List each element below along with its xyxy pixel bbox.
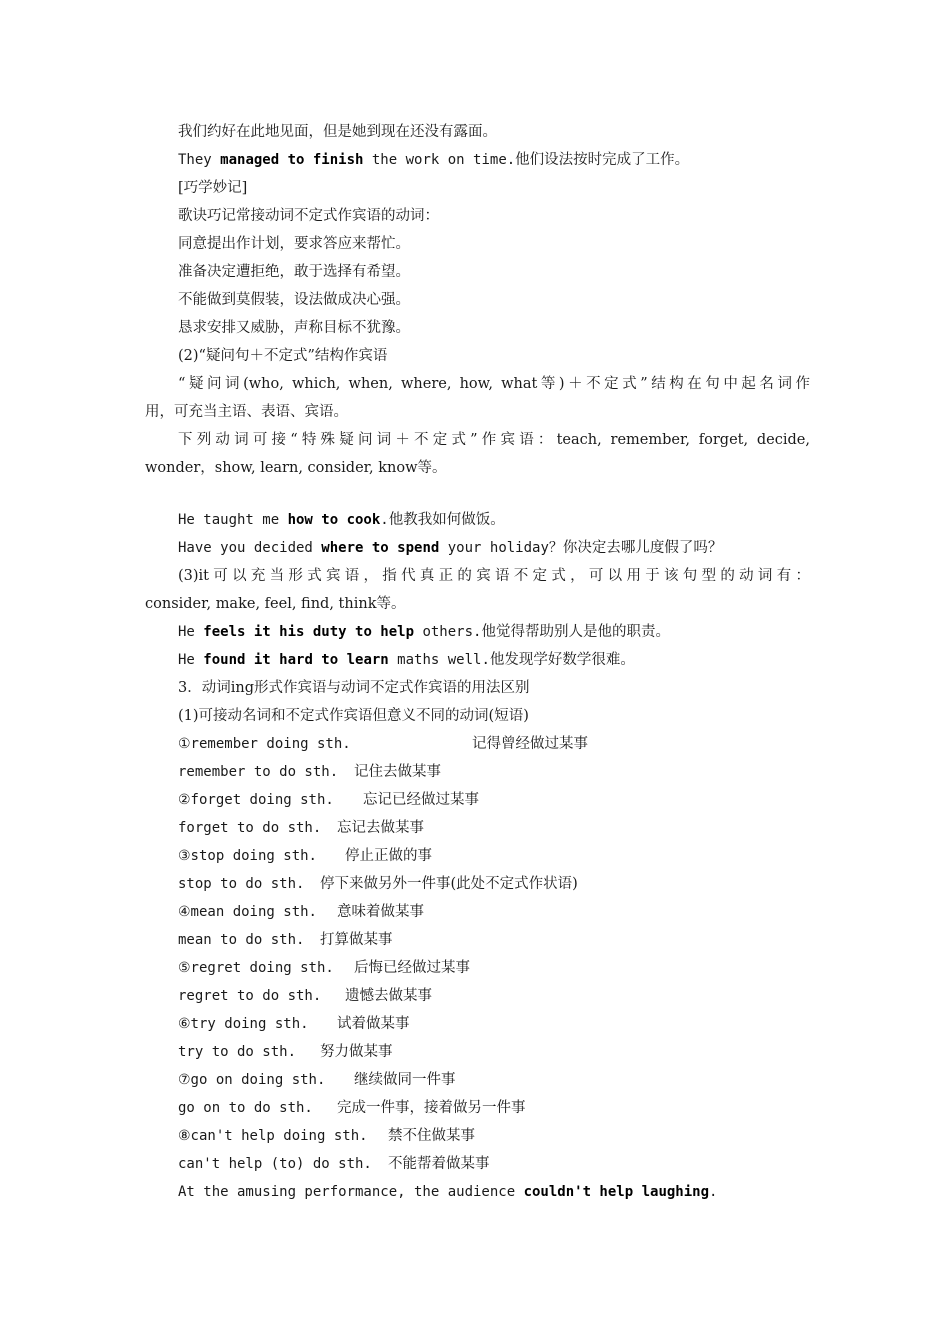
translation: 他觉得帮助别人是他的职责。 [481, 624, 670, 640]
usage-item [178, 758, 810, 786]
translation: 你决定去哪儿度假了吗？ [562, 540, 723, 556]
usage-meaning: 完成一件事，接着做另一件事 [337, 1100, 526, 1116]
usage-phrase: ⑥try doing sth. [178, 1016, 309, 1032]
subsection-heading [178, 562, 810, 590]
usage-phrase: ⑦go on doing sth. [178, 1072, 326, 1088]
usage-phrase: ⑧can't help doing sth. [178, 1128, 368, 1144]
usage-phrase: ②forget doing sth. [178, 792, 334, 808]
sentence-text: your holiday？ [439, 540, 563, 556]
line-text: (1)可接动名词和不定式作宾语但意义不同的动词(短语) [178, 708, 529, 724]
usage-meaning: 忘记已经做过某事 [363, 792, 479, 808]
translation: 他发现学好数学很难。 [489, 652, 635, 668]
line-text: 用，可充当主语、表语、宾语。 [145, 404, 348, 420]
sentence-text: maths well. [388, 652, 490, 668]
usage-phrase: try to do sth. [178, 1044, 297, 1060]
bold-phrase: couldn't help laughing [523, 1184, 710, 1200]
example-sentence [178, 646, 810, 674]
usage-meaning: 继续做同一件事 [354, 1072, 456, 1088]
line-text: 恳求安排又威胁，声称目标不犹豫。 [178, 320, 410, 336]
usage-phrase: can't help (to) do sth. [178, 1156, 372, 1172]
usage-phrase: regret to do sth. [178, 988, 322, 1004]
usage-item [178, 1066, 810, 1094]
usage-meaning: 打算做某事 [320, 932, 393, 948]
bold-phrase: found it hard to learn [203, 652, 389, 668]
line-text: 准备决定遭拒绝，敢于选择有希望。 [178, 264, 410, 280]
line-text: 同意提出作计划，要求答应来帮忙。 [178, 236, 410, 252]
text-line [145, 590, 810, 618]
usage-meaning: 记住去做某事 [354, 764, 441, 780]
subsection-heading [178, 702, 810, 730]
line-text: consider, make, feel, find, think等。 [145, 596, 406, 612]
usage-phrase: go on to do sth. [178, 1100, 313, 1116]
usage-phrase: ④mean doing sth. [178, 904, 317, 920]
text-line [145, 398, 810, 426]
usage-item [178, 1150, 810, 1178]
bold-phrase: how to cook [287, 512, 381, 528]
sentence-text: At the amusing performance, the audience [178, 1184, 524, 1200]
usage-item [178, 842, 810, 870]
usage-phrase: ①remember doing sth. [178, 736, 351, 752]
usage-meaning: 停下来做另外一件事(此处不定式作状语) [320, 876, 578, 892]
line-text: 3．动词ing形式作宾语与动词不定式作宾语的用法区别 [178, 680, 530, 696]
line-text: wonder，show, learn, consider, know等。 [145, 460, 447, 476]
sentence-text: He taught me [178, 512, 288, 528]
usage-item [178, 870, 810, 898]
sentence-text: . [709, 1184, 718, 1200]
text-line [178, 426, 810, 454]
usage-item [178, 1010, 810, 1038]
section-heading [178, 174, 810, 202]
sentence-text: He [178, 624, 204, 640]
bold-phrase: feels it his duty to help [203, 624, 415, 640]
example-sentence [178, 534, 810, 562]
rhyme-line [178, 314, 810, 342]
text-line [178, 118, 810, 146]
usage-meaning: 试着做某事 [337, 1016, 410, 1032]
line-text: 歌诀巧记常接动词不定式作宾语的动词： [178, 208, 439, 224]
usage-phrase: ⑤regret doing sth. [178, 960, 334, 976]
sentence-text: the work on time. [363, 152, 516, 168]
usage-item [178, 814, 810, 842]
usage-item [178, 730, 810, 758]
usage-item [178, 1122, 810, 1150]
usage-item [178, 786, 810, 814]
sentence-text: They [178, 152, 221, 168]
usage-meaning: 忘记去做某事 [337, 820, 424, 836]
example-sentence [178, 1178, 810, 1206]
usage-meaning: 禁不住做某事 [388, 1128, 475, 1144]
bold-phrase: managed to finish [220, 152, 364, 168]
sentence-text: . [380, 512, 389, 528]
rhyme-line [178, 258, 810, 286]
usage-item [178, 1094, 810, 1122]
sentence-text: Have you decided [178, 540, 322, 556]
example-sentence [178, 506, 810, 534]
text-line [178, 370, 810, 398]
line-text: 不能做到莫假装，设法做成决心强。 [178, 292, 410, 308]
line-text: (3)it可以充当形式宾语，指代真正的宾语不定式，可以用于该句型的动词有： [178, 568, 810, 584]
subsection-heading [178, 342, 810, 370]
line-text: [巧学妙记] [178, 180, 248, 196]
usage-meaning: 努力做某事 [320, 1044, 393, 1060]
line-text: “疑问词(who, which, when, where, how, what等)＋不定式”结构在句中起名词作 [178, 376, 810, 392]
usage-meaning: 不能帮着做某事 [388, 1156, 490, 1172]
translation: 他教我如何做饭。 [388, 512, 505, 528]
bold-phrase: where to spend [321, 540, 440, 556]
usage-meaning: 停止正做的事 [345, 848, 432, 864]
translation: 他们设法按时完成了工作。 [515, 152, 690, 168]
section-heading [178, 674, 810, 702]
usage-item [178, 898, 810, 926]
example-sentence [178, 146, 810, 174]
usage-phrase: stop to do sth. [178, 876, 305, 892]
usage-meaning: 意味着做某事 [337, 904, 424, 920]
usage-meaning: 后悔已经做过某事 [354, 960, 470, 976]
rhyme-line [178, 230, 810, 258]
usage-meaning: 遗憾去做某事 [345, 988, 432, 1004]
example-sentence [178, 618, 810, 646]
usage-item [178, 1038, 810, 1066]
line-text: 下列动词可接“特殊疑问词＋不定式”作宾语：teach, remember, forget, decide, [178, 432, 810, 448]
text-line [178, 202, 810, 230]
usage-phrase: remember to do sth. [178, 764, 339, 780]
line-text: 我们约好在此地见面，但是她到现在还没有露面。 [178, 124, 497, 140]
usage-item [178, 926, 810, 954]
sentence-text: He [178, 652, 204, 668]
sentence-text: others. [414, 624, 482, 640]
usage-phrase: ③stop doing sth. [178, 848, 317, 864]
rhyme-line [178, 286, 810, 314]
text-line [145, 454, 810, 482]
line-text: (2)“疑问句＋不定式”结构作宾语 [178, 348, 388, 364]
usage-item [178, 982, 810, 1010]
usage-item [178, 954, 810, 982]
usage-phrase: mean to do sth. [178, 932, 305, 948]
usage-phrase: forget to do sth. [178, 820, 322, 836]
usage-meaning: 记得曾经做过某事 [472, 736, 588, 752]
